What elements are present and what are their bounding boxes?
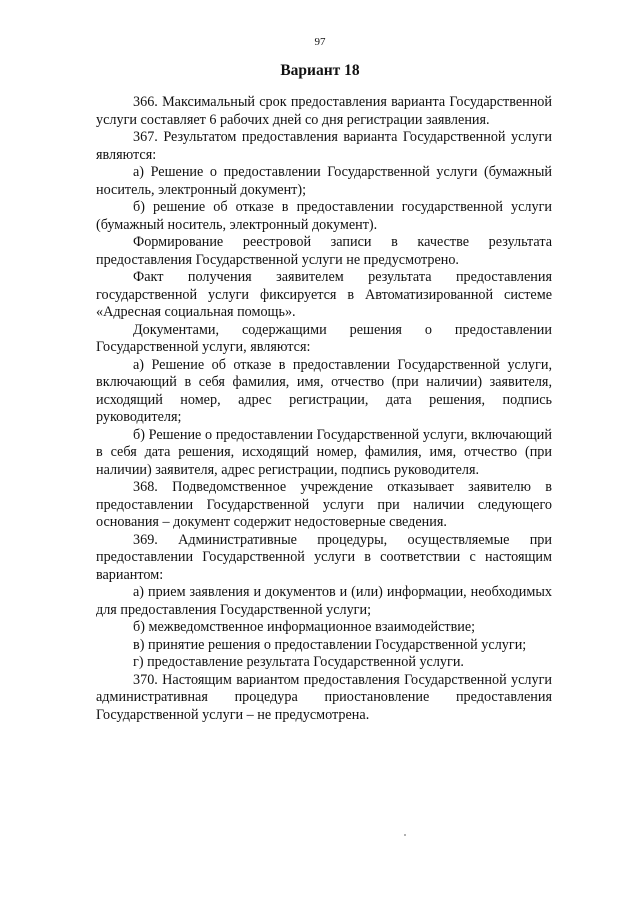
paragraph-366: 366. Максимальный срок предоставления варианта Государственной услуги составляет 6 рабочих дней со дня регистрации заявления. <box>96 94 552 128</box>
decision-documents-paragraph: Документами, содержащими решения о предоставлении Государственной услуги, являются: <box>96 321 552 355</box>
decision-document-a: а) Решение об отказе в предоставлении Государственной услуги, включающий в себя фамилия, имя, отчество (при наличии) заявителя, исходящий номер, адрес регистрации, дата решения, подпись руководителя; <box>96 356 552 425</box>
registry-record-paragraph: Формирование реестровой записи в качестве результата предоставления Государственной услуги не предусмотрено. <box>96 234 552 268</box>
procedure-item-b: б) межведомственное информационное взаимодействие; <box>133 619 476 635</box>
decision-document-b: б) Решение о предоставлении Государственной услуги, включающий в себя дата решения, исходящий номер, фамилия, имя, отчество (при наличии) заявителя, адрес регистрации, подпись руководителя. <box>96 426 552 478</box>
paragraph-368: 368. Подведомственное учреждение отказывает заявителю в предоставлении Государственной услуги при наличии следующего основания – документ содержит недостоверные сведения. <box>96 479 552 530</box>
procedure-item-a: а) прием заявления и документов и (или) информации, необходимых для предоставления Государственной услуги; <box>96 584 552 618</box>
procedure-item-g: г) предоставление результата Государственной услуги. <box>133 654 464 670</box>
paragraph-367: 367. Результатом предоставления варианта Государственной услуги являются: <box>96 129 552 163</box>
paragraph-369: 369. Административные процедуры, осуществляемые при предоставлении Государственной услуги в соответствии с настоящим вариантом: <box>96 531 552 583</box>
document-body <box>96 94 552 724</box>
result-fixation-paragraph: Факт получения заявителем результата предоставления государственной услуги фиксируется в Автоматизированной системе «Адресная социальная помощь». <box>96 269 552 320</box>
result-item-a: а) Решение о предоставлении Государственной услуги (бумажный носитель, электронный документ); <box>96 164 552 198</box>
paragraph-370: 370. Настоящим вариантом предоставления Государственной услуги административная процедура приостановление предоставления Государственной услуги – не предусмотрена. <box>96 671 552 723</box>
page-number: 97 <box>314 36 326 48</box>
variant-heading: Вариант 18 <box>280 62 360 79</box>
scan-speck <box>404 834 406 836</box>
procedure-item-v: в) принятие решения о предоставлении Государственной услуги; <box>133 636 527 653</box>
result-item-b: б) решение об отказе в предоставлении государственной услуги (бумажный носитель, электронный документ). <box>96 199 552 233</box>
